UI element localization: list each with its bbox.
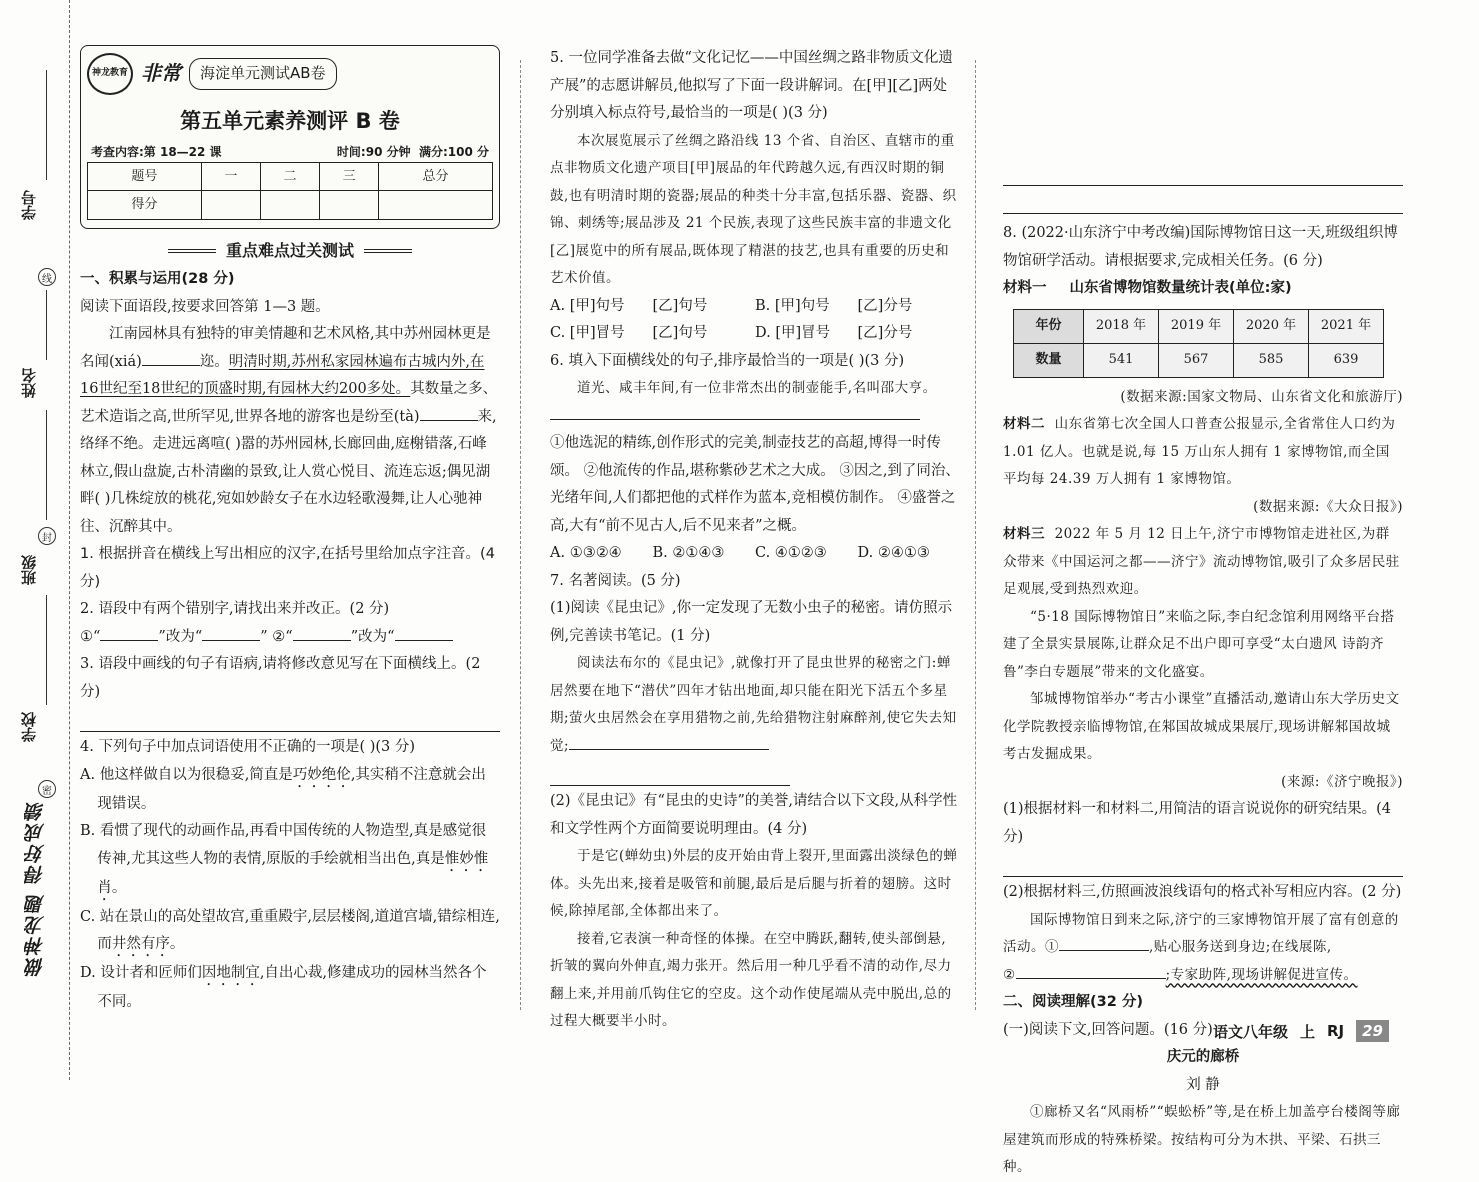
question-8-1: (1)根据材料一和材料二,用简洁的语言说说你的研究结果。(4 分)	[1003, 801, 1392, 845]
score-cell: 一	[201, 162, 260, 191]
underlined-sentence: 明清时期,苏州私家园林遍布古城内外,在16世纪至18世纪的顶盛时期,有园林大约200多处。	[80, 353, 485, 397]
seal-feng-mark: 封	[38, 527, 56, 545]
option-B: B. 看惯了现代的动画作品,再看中国传统的人物造型,真是感觉很传神,尤其这些人物的表情,原版的手绘就相当出色,真是惟妙惟肖。	[80, 823, 489, 896]
exam-time: 时间:90 分钟	[336, 144, 411, 159]
material-3-c: 邹城博物馆举办“考古小课堂”直播活动,邀请山东大学历史文化学院教授亲临博物馆,在邾国故城成果展厅,现场讲解邾国故城考古发掘成果。	[1003, 691, 1400, 762]
article-author: 刘 静	[1186, 1076, 1220, 1093]
seal-mi-mark: 密	[38, 780, 56, 798]
answer-blank[interactable]	[395, 625, 453, 641]
answer-blank[interactable]	[202, 625, 260, 641]
score-input[interactable]	[260, 191, 319, 220]
name-label: 姓名	[20, 368, 38, 398]
question-5-options: A. [甲]句号 [乙]句号 B. [甲]句号 [乙]分号 C. [甲]冒号 [乙]句号 D. [甲]冒号 [乙]分号	[550, 297, 913, 341]
answer-blank[interactable]	[550, 404, 920, 420]
answer-blank[interactable]	[100, 625, 158, 641]
term-label: 上	[1299, 1022, 1315, 1041]
brand-row	[87, 52, 493, 96]
column-2	[550, 45, 960, 1036]
column-divider	[975, 60, 976, 1010]
exam-meta	[87, 144, 493, 160]
score-table	[87, 162, 493, 220]
question-3: 3. 语段中画线的句子有语病,请将修改意见写在下面横线上。(2 分)	[80, 656, 481, 700]
section-2-sub: (一)阅读下文,回答问题。(16 分)	[1003, 1021, 1213, 1038]
question-8: 8. (2022·山东济宁中考改编)国际博物馆日这一天,班级组织博物馆研学活动。请根据要求,完成相关任务。(6 分)	[1003, 225, 1398, 269]
question-2: 2. 语段中有两个错别字,请找出来并改正。(2 分)	[80, 601, 390, 617]
material-3: 材料三 2022 年 5 月 12 日上午,济宁市博物馆走进社区,为群众带来《中国运河之都——济宁》流动博物馆,吸引了众多居民驻足观展,受到热烈欢迎。	[1003, 526, 1400, 597]
material-1-title: 材料一 山东省博物馆数量统计表(单位:家)	[1003, 280, 1292, 296]
section-banner: 重点难点过关测试	[80, 237, 500, 265]
answer-blank[interactable]	[142, 350, 200, 366]
question-7-1: (1)阅读《昆虫记》,你一定发现了无数小虫子的秘密。请仿照示例,完善读书笔记。(1 分)	[550, 600, 953, 644]
score-cell: 总分	[379, 162, 493, 191]
source-3: (来源:《济宁晚报》)	[1281, 773, 1403, 790]
museum-stats-table: 年份 2018 年 2019 年 2020 年 2021 年 数量 541 567 585 639	[1013, 309, 1384, 378]
material-2: 材料二 山东省第七次全国人口普查公报显示,全省常住人口约为 1.01 亿人。也就是说,每 15 万山东人拥有 1 家博物馆,而全国平均每 24.39 万人拥有 1 家博物馆。	[1003, 416, 1396, 487]
answer-line[interactable]	[1003, 160, 1403, 186]
answer-blank[interactable]	[1016, 963, 1166, 979]
answer-line[interactable]	[1003, 851, 1403, 877]
exam-content: 考查内容:第 18—22 课	[91, 144, 222, 159]
question-8-2-passage-2: ② ;专家助阵,现场讲解促进宣传。	[1003, 962, 1403, 990]
exam-title: 第五单元素养测评 B 卷	[180, 109, 400, 133]
section-1-heading: 一、积累与运用(28 分)	[80, 271, 235, 287]
question-7: 7. 名著阅读。(5 分)	[550, 572, 681, 589]
source-2: (数据来源:《大众日报》)	[1253, 498, 1403, 515]
option-A: A. 他这样做自以为很稳妥,简直是巧妙绝伦,其实稍不注意就会出现错误。	[80, 766, 486, 812]
option-C: C. 站在景山的高处望故宫,重重殿宇,层层楼阁,道道宫墙,错综相连,而井然有序。	[80, 908, 500, 952]
edition-label: RJ	[1326, 1022, 1345, 1040]
publisher-logo: 神龙教育	[87, 53, 133, 95]
source-1: (数据来源:国家文物局、山东省文化和旅游厅)	[1120, 388, 1403, 405]
score-input[interactable]	[201, 191, 260, 220]
answer-line[interactable]	[1003, 188, 1403, 214]
score-input[interactable]	[379, 191, 493, 220]
question-6-options: A. ①③②④ B. ②①④③ C. ④①②③ D. ②④①③	[550, 545, 930, 561]
article-title: 庆元的廊桥	[1166, 1049, 1240, 1065]
question-5: 5. 一位同学准备去做“文化记忆——中国丝绸之路非物质文化遗产展”的志愿讲解员,他拟写了下面一段讲解词。在[甲][乙]两处分别填入标点符号,最恰当的一项是( )(3 分)	[550, 50, 953, 121]
score-cell: 三	[320, 162, 379, 191]
score-cell: 题号	[88, 162, 202, 191]
subject-label: 语文八年级	[1212, 1022, 1288, 1041]
question-7-2: (2)《昆虫记》有“昆虫的史诗”的美誉,请结合以下文段,从科学性和文学性两个方面简要说明理由。(4 分)	[550, 793, 958, 837]
page-number: 29	[1356, 1020, 1389, 1042]
question-6-passage: 道光、咸丰年间,有一位非常杰出的制壶能手,名叫邵大亨。	[550, 375, 960, 430]
brand-name: 非常	[141, 61, 181, 86]
school-label: 学校	[20, 712, 38, 742]
question-2-blanks: ①“ ”改为“ ” ②“ ”改为“	[80, 624, 500, 652]
answer-blank[interactable]	[420, 405, 478, 421]
question-1: 1. 根据拼音在横线上写出相应的汉字,在括号里给加点字注音。(4 分)	[80, 546, 495, 590]
answer-blank[interactable]	[293, 625, 351, 641]
column-3	[1003, 50, 1403, 1182]
passage-1: 江南园林具有独特的审美情趣和艺术风格,其中苏州园林更是名闻(xiá) 迩。明清时期,苏州私家园林遍布古城内外,在16世纪至18世纪的顶盛时期,有园林大约200多处。其数量之多、艺术造诣之高,世所罕见,世界各地的游客也是纷至(tà) 来,络绎不绝。走进远离喧( )嚣的苏州园林,长廊回曲,庭榭错落,石峰林立,假山盘旋,古朴清幽的景致,让人赏心悦目、流连忘返;偶见湖畔( )几株绽放的桃花,宛如妙龄女子在水边轻歌漫舞,让人心驰神往、沉醉其中。	[80, 326, 498, 535]
question-7-2-passage-2: 接着,它表演一种奇怪的体操。在空中腾跃,翻转,使头部倒悬,折皱的翼向外伸直,竭力张开。然后用一种几乎看不清的动作,尽力翻上来,并用前爪钩住它的空皮。这个动作使尾端从壳中脱出,总的过程大概要半小时。	[550, 930, 952, 1029]
question-8-2-passage: 国际博物馆日到来之际,济宁的三家博物馆开展了富有创意的活动。① ,贴心服务送到身边;在线展陈,	[1003, 911, 1399, 955]
score-cell: 得分	[88, 191, 202, 220]
seal-line-mark: 线	[38, 268, 56, 286]
column-1	[80, 45, 500, 1017]
option-D: D. 设计者和匠师们因地制宜,自出心裁,修建成功的园林当然各个不同。	[80, 965, 487, 1010]
page-footer	[1213, 1020, 1389, 1042]
class-label: 班级	[20, 555, 38, 585]
reading-intro: 阅读下面语段,按要求回答第 1—3 题。	[80, 298, 330, 315]
score-cell: 二	[260, 162, 319, 191]
question-5-passage: 本次展览展示了丝绸之路沿线 13 个省、自治区、直辖市的重点非物质文化遗产项目[甲]展品的年代跨越久远,有西汉时期的铜鼓,也有明清时期的瓷器;展品的种类十分丰富,包括乐器、瓷器、织锦、刺绣等;展品涉及 21 个民族,表现了这些民族丰富的非遗文化[乙]展览中的所有展品,既体现了精湛的技艺,也具有重要的历史和艺术价值。	[550, 132, 957, 286]
section-2-heading: 二、阅读理解(32 分)	[1003, 994, 1143, 1010]
question-7-2-passage-1: 于是它(蝉幼虫)外层的皮开始由背上裂开,里面露出淡绿色的蝉体。头先出来,接着是吸管和前腿,最后是后腿与折着的翅膀。这时候,除掉尾部,全体都出来了。	[550, 848, 958, 919]
article-paragraph-1: ①廊桥又名“风雨桥”“蜈蚣桥”等,是在桥上加盖亭台楼阁等廊屋建筑而形成的特殊桥梁。按结构可分为木拱、平梁、石拱三种。	[1003, 1104, 1401, 1175]
question-7-1-passage: 阅读法布尔的《昆虫记》,就像打开了昆虫世界的秘密之门:蝉居然要在地下“潜伏”四年才钻出地面,却只能在阳光下活五个多星期;萤火虫居然会在享用猎物之前,先给猎物注射麻醉剂,使它失去知觉;	[550, 655, 957, 754]
answer-blank[interactable]	[1059, 935, 1149, 951]
material-3-b: “5·18 国际博物馆日”来临之际,李白纪念馆利用网络平台搭建了全景实景展陈,让群众足不出户即可享受“太白遗风 诗韵齐鲁”李白专题展”带来的文化盛宴。	[1003, 608, 1395, 680]
answer-line[interactable]	[550, 760, 790, 786]
answer-line[interactable]	[80, 706, 500, 732]
column-divider	[520, 60, 521, 1010]
answer-blank[interactable]	[569, 734, 769, 750]
exam-full-score: 满分:100 分	[418, 144, 489, 159]
question-8-2: (2)根据材料三,仿照画波浪线语句的格式补写相应内容。(2 分)	[1003, 884, 1402, 900]
question-6: 6. 填入下面横线处的句子,排序最恰当的一项是( )(3 分)	[550, 352, 905, 369]
question-6-sentences: ①他选泥的精练,创作形式的完美,制壶技艺的高超,博得一时传颂。 ②他流传的作品,堪称紫砂艺术之大成。 ③因之,到了同治、光绪年间,人们都把他的式样作为蓝本,竞相模仿制作。 ④盛誉之高,大有“前不见古人,后不见来者”之概。	[550, 435, 960, 534]
slogan: 做神龙题 得好成绩	[25, 800, 47, 977]
question-4: 4. 下列句子中加点词语使用不正确的一项是( )(3 分)	[80, 739, 416, 755]
student-id-label: 学号	[20, 190, 38, 220]
score-input[interactable]	[320, 191, 379, 220]
series-name: 海淀单元测试AB卷	[189, 58, 337, 90]
binding-margin	[0, 0, 70, 1080]
exam-header	[80, 45, 500, 229]
